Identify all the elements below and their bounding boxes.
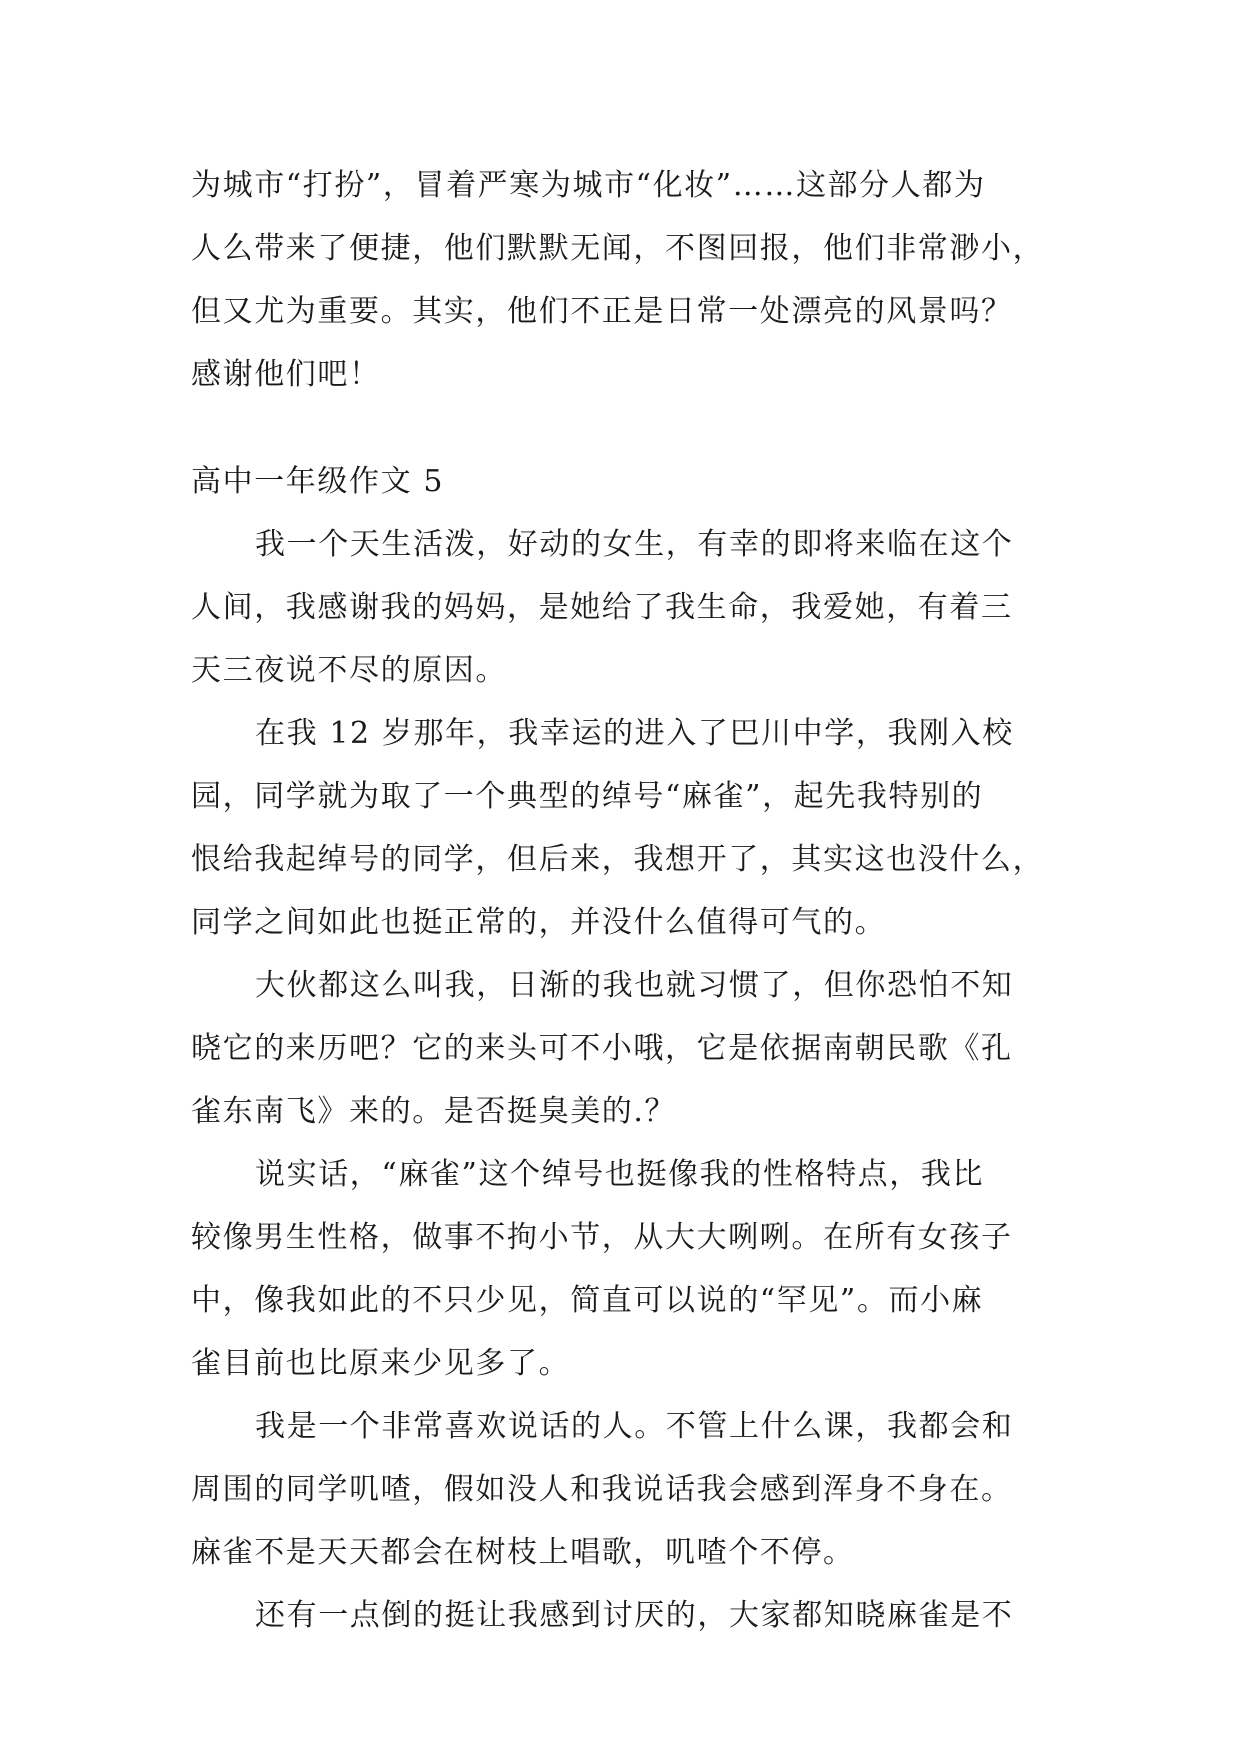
text-line: 同学之间如此也挺正常的，并没什么值得可气的。 [191,905,887,940]
essay-paragraph [191,513,1061,702]
text-line: 晓它的来历吧？它的来头可不小哦，它是依据南朝民歌《孔 [191,1031,1013,1066]
text-line: 恨给我起绰号的同学，但后来，我想开了，其实这也没什么， [191,842,1045,877]
text-line: 麻雀不是天天都会在树枝上唱歌，叽喳个不停。 [191,1535,855,1570]
essay-heading: 高中一年级作文 5 [191,464,445,499]
text-line: 较像男生性格，做事不拘小节，从大大咧咧。在所有女孩子 [191,1220,1013,1255]
text-line: 天三夜说不尽的原因。 [191,653,507,688]
essay-paragraph [191,954,1061,1143]
text-line: 我一个天生活泼，好动的女生，有幸的即将来临在这个 [255,527,1014,562]
essay-paragraph [191,1584,1061,1647]
text-line: 周围的同学叽喳，假如没人和我说话我会感到浑身不身在。 [191,1472,1013,1507]
text-line: 但又尤为重要。其实，他们不正是日常一处漂亮的风景吗？ [191,294,1013,329]
text-line: 说实话，“麻雀”这个绰号也挺像我的性格特点，我比 [255,1157,985,1192]
text-line: 为城市“打扮”，冒着严寒为城市“化妆”……这部分人都为 [191,168,986,203]
text-line: 在我 12 岁那年，我幸运的进入了巴川中学，我刚入校 [255,716,1014,751]
essay-paragraph [191,1143,1061,1395]
essay-paragraph [191,1395,1061,1584]
text-line: 人间，我感谢我的妈妈，是她给了我生命，我爱她，有着三 [191,590,1013,625]
text-line: 园，同学就为取了一个典型的绰号“麻雀”，起先我特别的 [191,779,984,814]
essay-paragraph [191,702,1061,954]
text-line: 我是一个非常喜欢说话的人。不管上什么课，我都会和 [255,1409,1014,1444]
text-line: 大伙都这么叫我，日渐的我也就习惯了，但你恐怕不知 [255,968,1014,1003]
essay-section [191,450,1061,1647]
text-line: 中，像我如此的不只少见，简直可以说的“罕见”。而小麻 [191,1283,984,1318]
text-line: 感谢他们吧！ [191,357,381,392]
continuation-paragraph [191,154,1061,406]
text-line: 雀东南飞》来的。是否挺臭美的.？ [191,1094,677,1129]
text-line: 人么带来了便捷，他们默默无闻，不图回报，他们非常渺小， [191,231,1045,266]
text-line: 雀目前也比原来少见多了。 [191,1346,571,1381]
text-line: 还有一点倒的挺让我感到讨厌的，大家都知晓麻雀是不 [255,1598,1014,1633]
